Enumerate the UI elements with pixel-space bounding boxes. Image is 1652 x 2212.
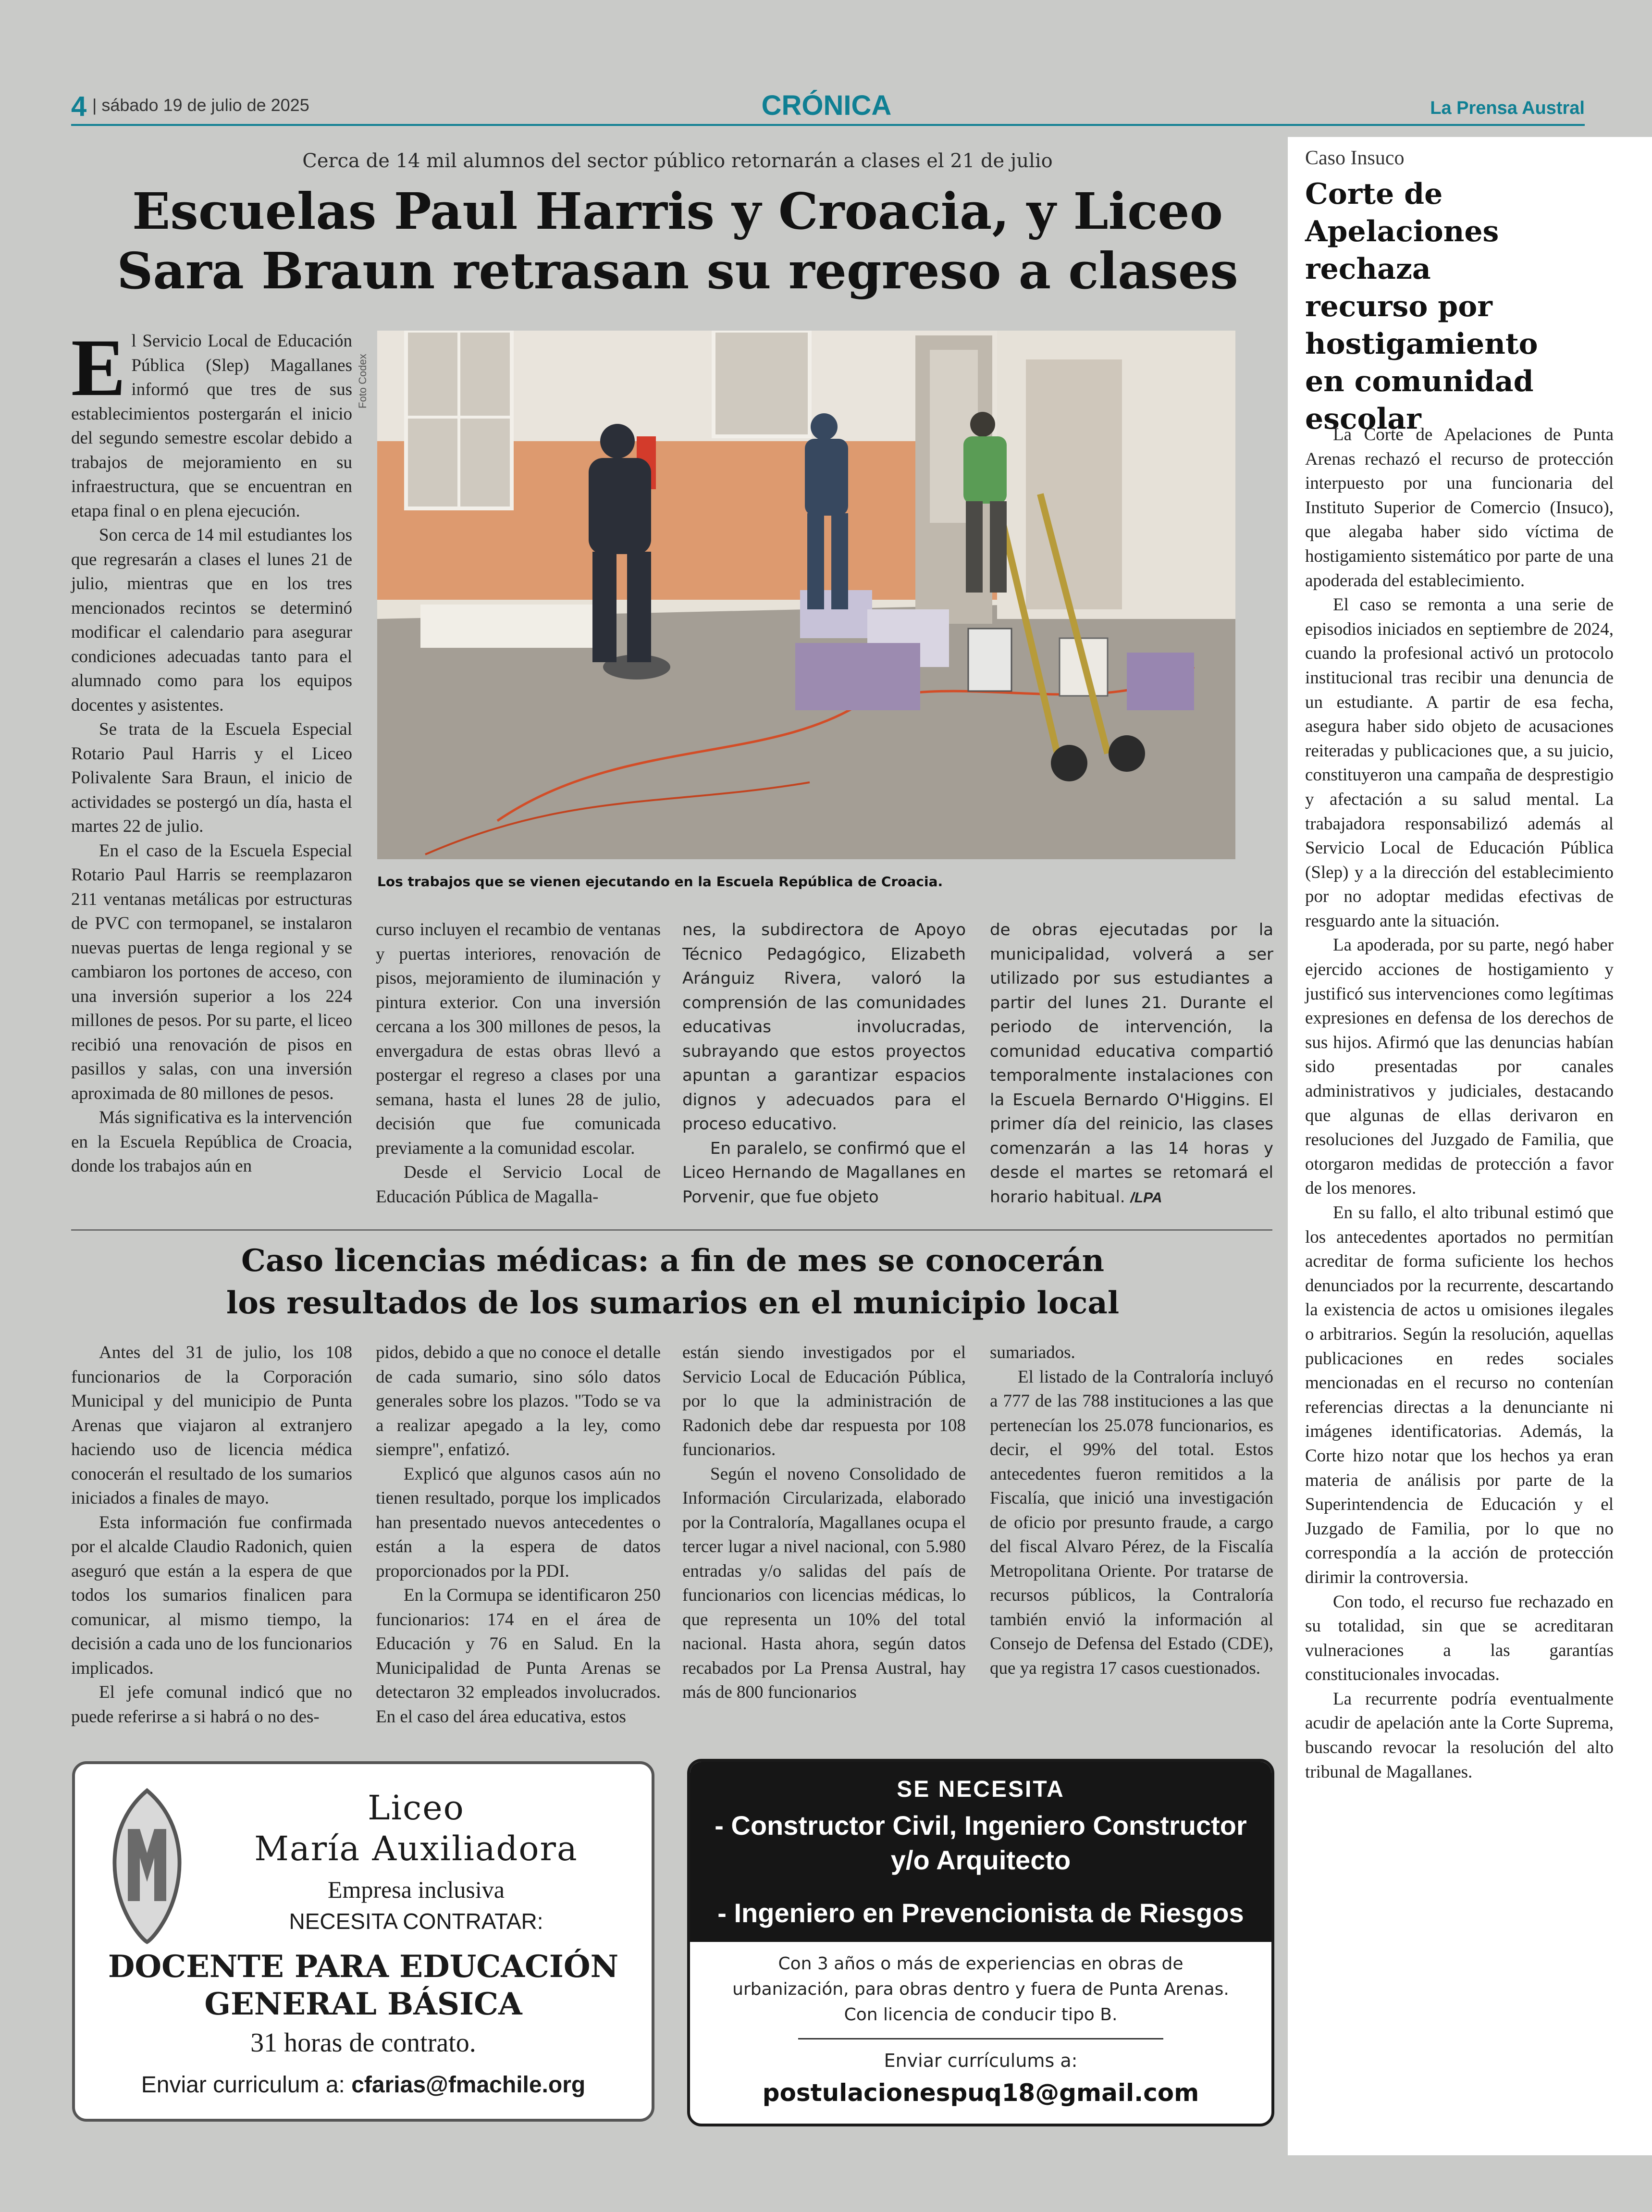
job-email-link[interactable]: postulacionespuq18@gmail.com	[762, 2079, 1199, 2107]
main-paragraph-2: Son cerca de 14 mil estudiantes los que regresarán a clases el lunes 21 de julio, mientras que en los tres mencionados recintos se determinó modificar el calendario para asegurar condiciones adecuadas tanto para el alumnado como para los equipos docentes y asistentes.	[71, 525, 352, 715]
main-paragraph-1	[71, 322, 352, 523]
main-paragraph-8: nes, la subdirectora de Apoyo Técnico Pedagógico, Elizabeth Aránguiz Rivera, valoró la comprensión de las comunidades educativas involucradas, subrayando que estos proyectos apuntan a garantizar espacios dignos y adecuados para el proceso educativo.	[682, 920, 966, 1134]
job-role-1: - Constructor Civil, Ingeniero Constructor	[715, 1810, 1247, 1841]
newspaper-name: La Prensa Austral	[1430, 98, 1585, 118]
issue-date-text: sábado 19 de julio de 2025	[101, 95, 309, 115]
main-paragraph-6: curso incluyen el recambio de ventanas y puertas interiores, renovación de pisos, mejoramiento de iluminación y pintura exterior. Con una inversión cercana a los 300 millones de pesos, la envergadura de estas obras llevó a postergar el regreso a clases por una semana, hasta el lunes 28 de julio, decisión que fue comunicada previamente a la comunidad escolar.	[376, 920, 661, 1158]
job-role-2: - Ingeniero en Prevencionista de Riesgos	[717, 1898, 1244, 1928]
job-send-label: Enviar currículums a:	[884, 2050, 1078, 2071]
article-divider	[71, 1229, 1272, 1231]
liceo-job-ad	[72, 1761, 654, 2122]
job-ad-divider	[798, 2038, 1163, 2039]
page-number: 4	[71, 91, 87, 122]
second-paragraph-6: En la Cormupa se identificaron 250 funcionarios: 174 en el área de Educación y 76 en Salud. En la Municipalidad de Punta Arenas se detectaron 32 empleados involucrados. En el caso del área educativa, estos	[376, 1585, 661, 1727]
second-headline-line1: Caso licencias médicas: a fin de mes se conocerán	[241, 1243, 1105, 1279]
job-requirement-3: Con licencia de conducir tipo B.	[844, 2005, 1118, 2025]
sidebar-tag: Caso Insuco	[1305, 147, 1405, 169]
main-kicker: Cerca de 14 mil alumnos del sector público retornarán a clases el 21 de julio	[302, 150, 1053, 172]
second-article-column-3	[682, 1341, 966, 1705]
second-article-column-2	[376, 1341, 661, 1729]
sidebar-article	[1288, 137, 1652, 2155]
main-article-column-3	[682, 918, 966, 1209]
main-paragraph-4: En el caso de la Escuela Especial Rotario Paul Harris se reemplazaron 211 ventanas metálicas por estructuras de PVC con termopanel, se instalaron nuevas puertas de lenga regional y se cambiaron los portones de acceso, con una inversión superior a los 224 millones de pesos. Por su parte, el liceo recibió una renovación de pisos en pasillos y salas, con una inversión aproximada de 80 millones de pesos.	[71, 840, 352, 1103]
second-paragraph-2: Esta información fue confirmada por el alcalde Claudio Radonich, quien aseguró que están a la espera de que todos los sumarios finalicen para comunicar, al mismo tiempo, la decisión a cada uno de los funcionarios implicados.	[71, 1512, 352, 1678]
second-paragraph-10: El listado de la Contraloría incluyó a 777 de las 788 instituciones a las que pertenecían los 25.078 funcionarios, es decir, el 99% del total. Estos antecedentes fueron remitidos a la Fiscalía, que inició una investigación de oficio por presunto fraude, a cargo del fiscal Alvaro Pérez, de la Fiscalía Metropolitana Oriente. Por tratarse de recursos públicos, la Contraloría también envió la información al Consejo de Defensa del Estado (CDE), que ya registra 17 casos cuestionados.	[990, 1367, 1273, 1678]
main-article-column-1	[71, 322, 352, 1179]
main-paragraph-7: Desde el Servicio Local de Educación Pública de Magalla-	[376, 1162, 661, 1207]
construction-photo-illustration	[377, 331, 1235, 859]
main-article-column-4	[990, 918, 1273, 1210]
second-paragraph-5: Explicó que algunos casos aún no tienen resultado, porque los implicados han presentado nuevos antecedentes o están a la espera de datos proporcionados por la PDI.	[376, 1464, 661, 1581]
main-article-column-2	[376, 918, 661, 1209]
liceo-send-label: Enviar curriculum a:	[141, 2072, 345, 2098]
sidebar-paragraph-1: La Corte de Apelaciones de Punta Arenas rechazó el recurso de protección interpuesto por una funcionaria del Instituto Superior de Comercio (Insuco), que alegaba haber sido víctima de hostigamiento sistemático por parte de una apoderada del establecimiento.	[1305, 425, 1614, 591]
position-line2: GENERAL BÁSICA	[204, 1986, 522, 2022]
second-headline	[72, 1240, 1273, 1324]
second-paragraph-1: Antes del 31 de julio, los 108 funcionarios de la Corporación Municipal y del municipio de Punta Arenas que viajaron al extranjero haciendo uso de licencia médica conocerán el resultado de los sumarios iniciados a finales de mayo.	[71, 1343, 352, 1508]
job-role-1-cont: y/o Arquitecto	[890, 1845, 1071, 1875]
second-headline-line2: los resultados de los sumarios en el municipio local	[226, 1285, 1120, 1321]
second-paragraph-4: pidos, debido a que no conoce el detalle de cada sumario, sino sólo datos generales sobre los plazos. "Todo se va a realizar apegado a la ley, como siempre", enfatizó.	[376, 1343, 661, 1459]
photo-caption: Los trabajos que se vienen ejecutando en la Escuela República de Croacia.	[377, 874, 943, 890]
liceo-contact	[94, 2072, 632, 2098]
sidebar-paragraph-2: El caso se remonta a una serie de episodios iniciados en septiembre de 2024, cuando la profesional activó un protocolo institucional tras recibir una denuncia de un estudiante. A partir de esa fecha, asegura haber sido objeto de acusaciones reiteradas y publicaciones que, a su juicio, constituyeron una campaña de desprestigio y afectación a su salud mental. La trabajadora responsabilizó además al Servicio Local de Educación Pública (Slep) y a la dirección del establecimiento por no adoptar medidas efectivas de resguardo ante la situación.	[1305, 595, 1614, 931]
author-signature: /LPA	[1130, 1189, 1162, 1206]
job-requirement-2: urbanización, para obras dentro y fuera de Punta Arenas.	[732, 1979, 1229, 1999]
second-article-column-4	[990, 1341, 1273, 1681]
sidebar-paragraph-5: Con todo, el recurso fue rechazado en su totalidad, sin que se acreditaran vulneraciones a las garantías constitucionales invocadas.	[1305, 1592, 1614, 1685]
hiring-label: NECESITA CONTRATAR:	[289, 1909, 543, 1934]
main-paragraph-9: En paralelo, se confirmó que el Liceo Hernando de Magallanes en Porvenir, que fue objeto	[682, 1138, 966, 1207]
main-paragraph-3: Se trata de la Escuela Especial Rotario Paul Harris y el Liceo Polivalente Sara Braun, el inicio de actividades se postergó un día, hasta el martes 22 de julio.	[71, 719, 352, 836]
drop-cap: E	[71, 322, 126, 413]
job-ad-heading: SE NECESITA	[897, 1777, 1065, 1802]
main-headline-line1: Escuelas Paul Harris y Croacia, y Liceo	[132, 182, 1223, 241]
contract-hours: 31 horas de contrato.	[250, 2028, 476, 2058]
inclusive-company-label: Empresa inclusiva	[328, 1876, 505, 1903]
main-paragraph-10	[990, 918, 1273, 1210]
photo-credit: Foto Codex	[357, 354, 369, 408]
sidebar-paragraph-3: La apoderada, por su parte, negó haber ejercido acciones de hostigamiento y justificó sus intervenciones como legítimas expresiones en defensa de los derechos de sus hijos. Afirmó que las denuncias habían sido presentadas por canales administrativos y judiciales, destacando que algunas de ellas derivaron en resoluciones del Juzgado de Familia, que otorgaron medidas de protección a favor de los menores.	[1305, 935, 1614, 1199]
main-paragraph-1-text: l Servicio Local de Educación Pública (Slep) Magallanes informó que tres de sus establecimientos postergarán el inicio del segundo semestre escolar debido a trabajos de mejoramiento en su infraestructura, que se encuentran en etapa final o en plena ejecución.	[71, 331, 352, 521]
liceo-logo-icon	[99, 1786, 195, 1944]
sidebar-paragraph-6: La recurrente podría eventualmente acudir de apelación ante la Corte Suprema, buscando revocar la resolución del alto tribunal de Magallanes.	[1305, 1689, 1614, 1782]
position-line1: DOCENTE PARA EDUCACIÓN	[108, 1949, 619, 1985]
liceo-title-line1: Liceo	[368, 1788, 465, 1828]
second-paragraph-8: Según el noveno Consolidado de Información Circularizada, elaborado por la Contraloría, Magallanes ocupa el tercer lugar a nivel nacional, con 5.980 entradas y/o salidas del país de funcionarios con licencias médicas, lo que representa un 10% del total nacional. Hasta ahora, según datos recabados por La Prensa Austral, hay más de 800 funcionarios	[682, 1464, 966, 1702]
header-rule	[71, 124, 1585, 126]
second-paragraph-9: sumariados.	[990, 1343, 1075, 1362]
sidebar-body	[1305, 423, 1614, 1784]
job-ad-header-block	[690, 1762, 1271, 1942]
second-paragraph-3: El jefe comunal indicó que no puede referirse a si habrá o no des-	[71, 1682, 352, 1727]
liceo-email-link[interactable]: cfarias@fmachile.org	[351, 2072, 586, 2098]
sidebar-headline: Corte de Apelaciones rechaza recurso por hostigamiento en comunidad escolar	[1305, 177, 1538, 436]
construction-photo	[377, 331, 1235, 859]
second-article-column-1	[71, 1341, 352, 1729]
main-headline	[72, 182, 1283, 301]
issue-date: | sábado 19 de julio de 2025	[92, 95, 309, 115]
job-requirement-1: Con 3 años o más de experiencias en obras de	[778, 1954, 1184, 1974]
main-headline-line2: Sara Braun retrasan su regreso a clases	[117, 241, 1238, 300]
construction-job-ad	[687, 1759, 1274, 2126]
sidebar-paragraph-4: En su fallo, el alto tribunal estimó que los antecedentes aportados no permitían acreditar de forma suficiente los hechos denunciados por la recurrente, descartando la existencia de actos u omisiones ilegales o arbitrarios. Según la resolución, aquellas publicaciones en redes sociales mencionadas en el recurso no contenían referencias directas a la denunciante ni imágenes identificatorias. Además, la Corte hizo notar que los hechos ya eran materia de análisis por parte de la Superintendencia de Educación y el Juzgado de Familia, por lo que no correspondía a la acción de protección dirimir la controversia.	[1305, 1203, 1614, 1587]
liceo-title-line2: María Auxiliadora	[254, 1829, 578, 1868]
main-paragraph-5: Más significativa es la intervención en la Escuela República de Croacia, donde los trabajos aún en	[71, 1108, 352, 1176]
second-paragraph-7: están siendo investigados por el Servicio Local de Educación Pública, por lo que la administración de Radonich debe dar respuesta por 108 funcionarios.	[682, 1343, 966, 1459]
main-paragraph-10-text: de obras ejecutadas por la municipalidad, volverá a ser utilizado por sus estudiantes a partir del lunes 21. Durante el periodo de intervención, la comunidad educativa compartió temporalmente instalaciones con la Escuela Bernardo O'Higgins. El primer día del reinicio, las clases comenzarán a las 14 horas y desde el martes se retomará el horario habitual.	[990, 920, 1273, 1207]
section-title: CRÓNICA	[761, 90, 892, 121]
